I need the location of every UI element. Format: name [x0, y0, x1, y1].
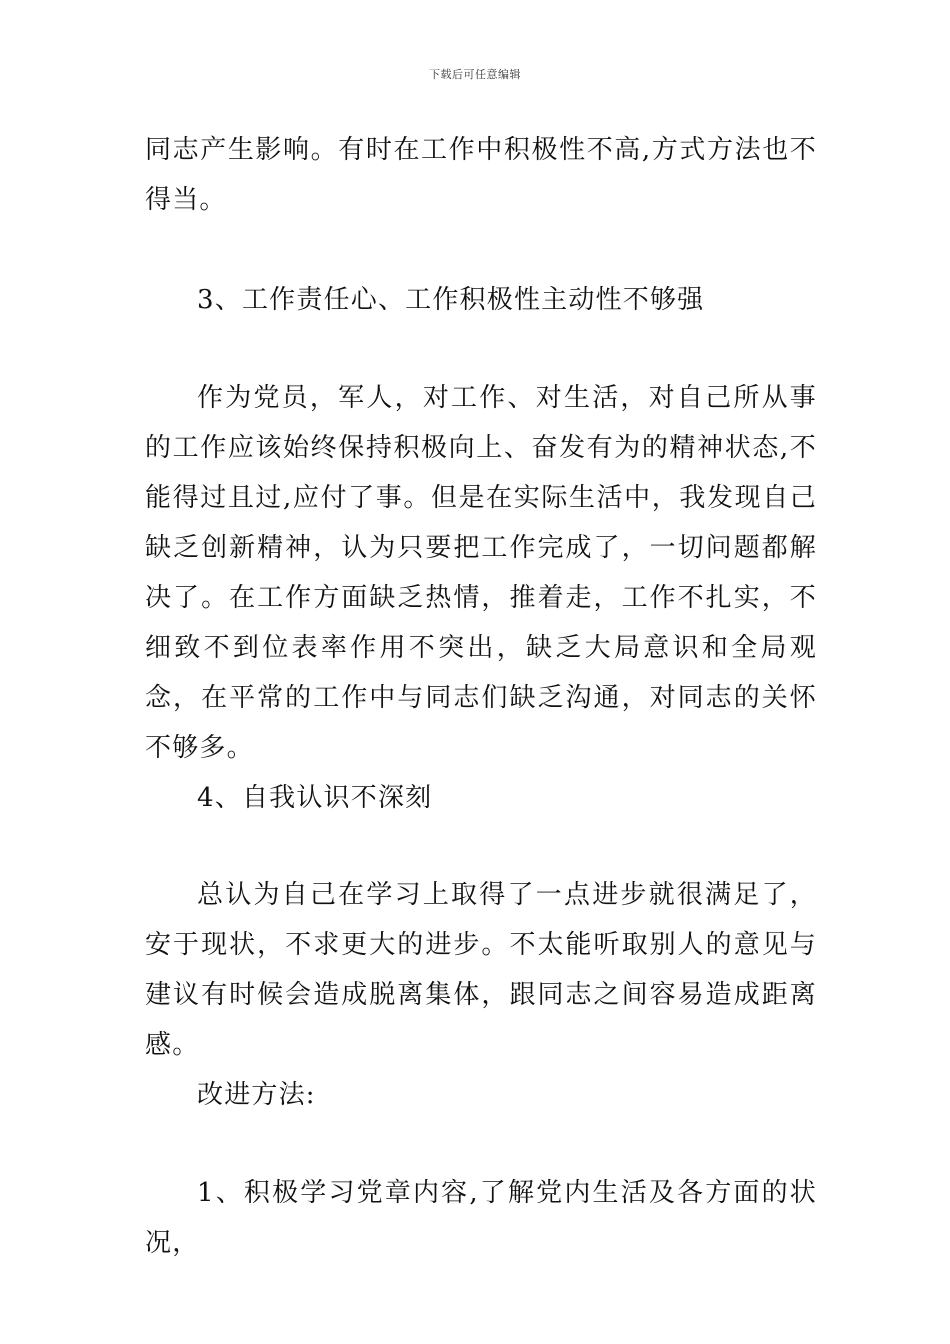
page-header-note: 下载后可任意编辑 [429, 68, 521, 81]
paragraph-self-awareness: 总认为自己在学习上取得了一点进步就很满足了，安于现状，不求更大的进步。不太能听取别人的意见与建议有时候会造成脱离集体，跟同志之间容易造成距离感。 [145, 880, 817, 1060]
heading-4-self-awareness: 4、自我认识不深刻 [197, 783, 433, 813]
heading-improvement-methods: 改进方法: [197, 1080, 316, 1110]
paragraph-continuation: 同志产生影响。有时在工作中积极性不高,方式方法也不得当。 [145, 135, 817, 215]
paragraph-responsibility: 作为党员，军人，对工作、对生活，对自己所从事的工作应该始终保持积极向上、奋发有为的精神状态,不能得过且过,应付了事。但是在实际生活中，我发现自己缺乏创新精神，认为只要把工作完成了，一切问题都解决了。在工作方面缺乏热情，推着走，工作不扎实，不细致不到位表率作用不突出，缺乏大局意识和全局观念，在平常的工作中与同志们缺乏沟通，对同志的关怀不够多。 [145, 383, 817, 763]
heading-3-responsibility: 3、工作责任心、工作积极性主动性不够强 [197, 285, 705, 315]
improvement-item-1: 1、积极学习党章内容,了解党内生活及各方面的状况， [145, 1178, 817, 1258]
